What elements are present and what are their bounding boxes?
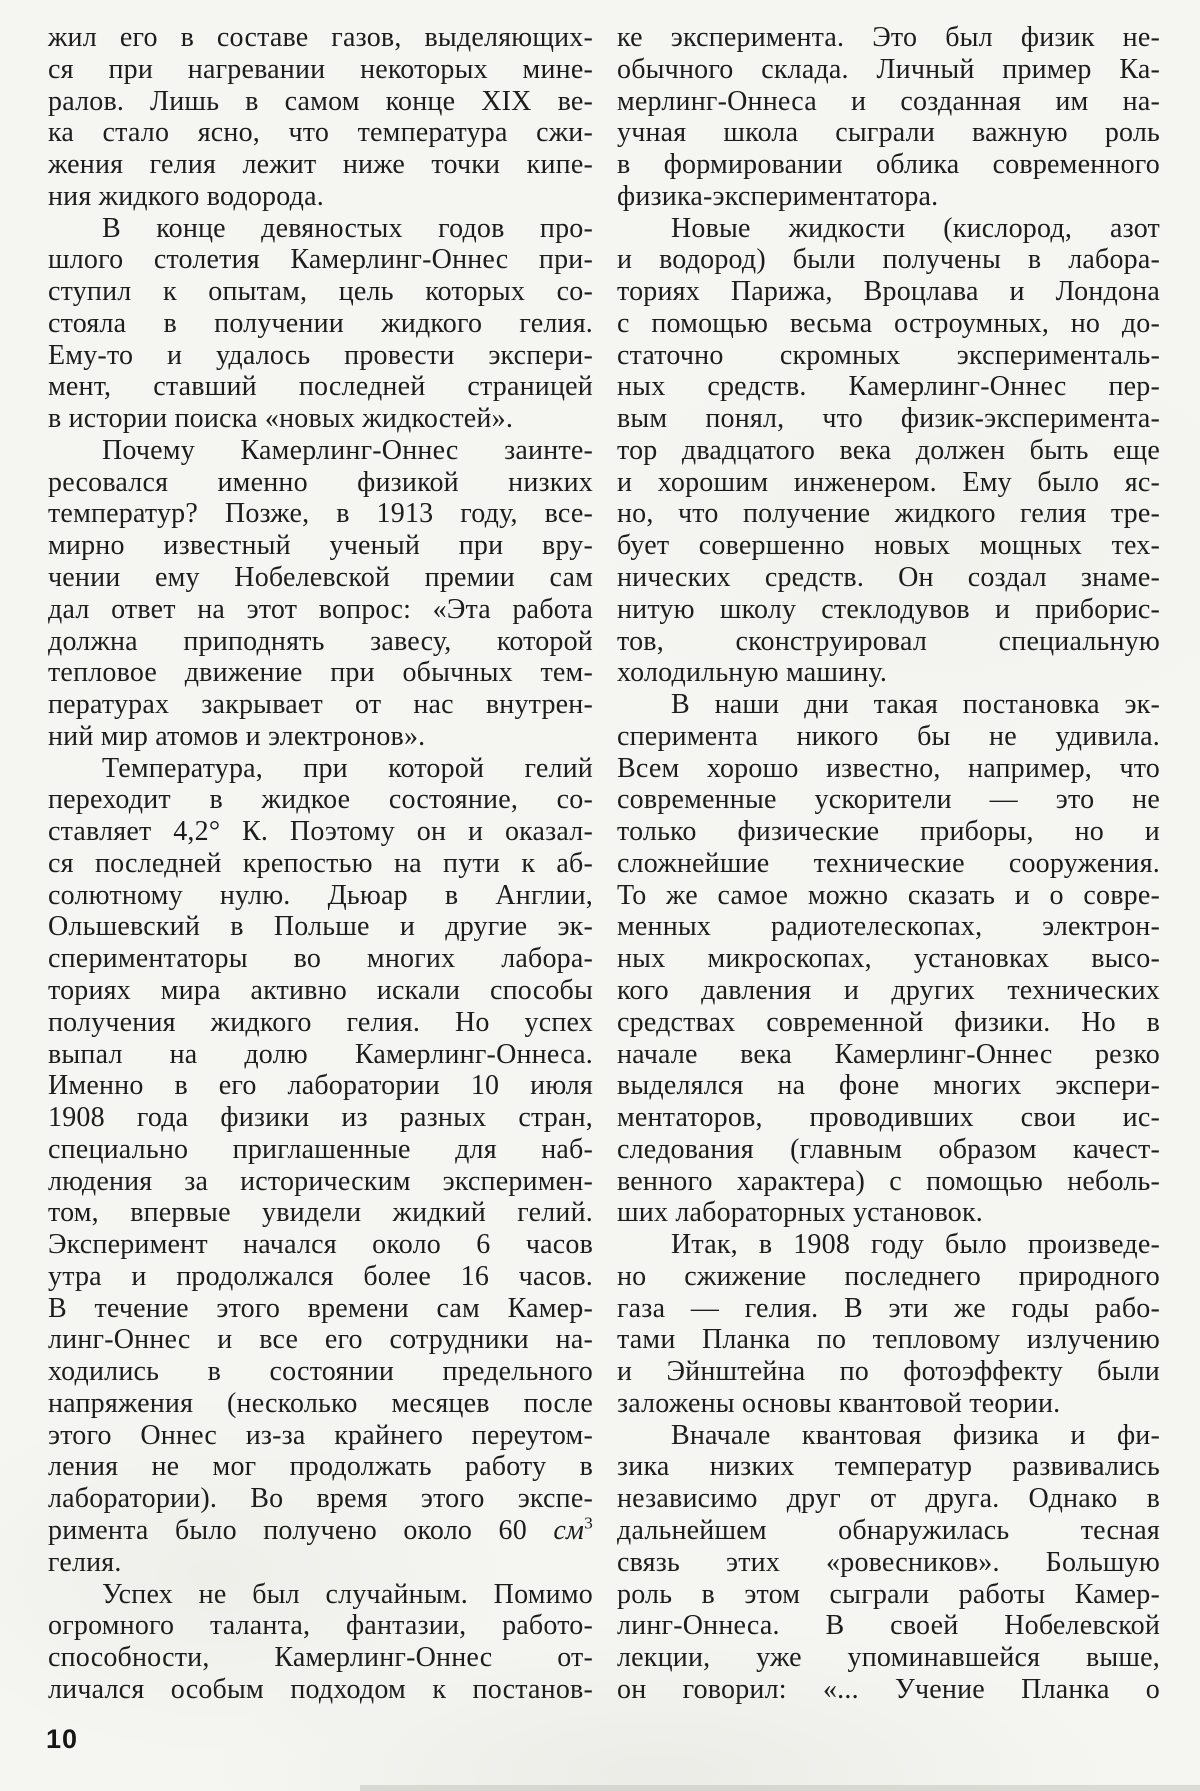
- superscript: 3: [584, 1513, 593, 1533]
- text-line: и Эйнштейна по фотоэффекту были: [617, 1356, 1160, 1388]
- text-line: кого давления и других технических: [617, 974, 1160, 1006]
- text-line: статочно скромных эксперименталь-: [617, 339, 1160, 371]
- text-line: лекции, уже упоминавшейся выше,: [617, 1642, 1160, 1674]
- text-line: Итак, в 1908 году было произведе-: [671, 1229, 1160, 1261]
- text-line: вым понял, что физик-эксперимента-: [617, 403, 1160, 435]
- text-line: Всем хорошо известно, например, что: [617, 752, 1160, 784]
- scan-edge-artifact: [360, 1785, 1200, 1791]
- text-line: дал ответ на этот вопрос: «Эта работа: [48, 593, 593, 625]
- text-line: переходит в жидкое состояние, со-: [48, 784, 593, 816]
- text-line: физика-экспериментатора.: [617, 180, 939, 212]
- text-line: В течение этого времени сам Камер-: [48, 1292, 593, 1324]
- text-line: чении ему Нобелевской премии сам: [48, 562, 593, 594]
- text-line: только физические приборы, но и: [617, 816, 1160, 848]
- text-line: линг-Оннес и все его сотрудники на-: [48, 1324, 593, 1356]
- text-line: мерлинг-Оннеса и созданная им на-: [617, 85, 1160, 117]
- text-line: ходились в состоянии предельного: [48, 1356, 593, 1388]
- text-line: ставляет 4,2° К. Поэтому он и оказал-: [48, 816, 593, 848]
- text-line: учная школа сыграли важную роль: [617, 117, 1160, 149]
- text-line: ся при нагревании некоторых мине-: [48, 53, 593, 85]
- text-line: современные ускорители — это не: [617, 784, 1160, 816]
- text-line: бует совершенно новых мощных тех-: [617, 530, 1160, 562]
- text-line: тами Планка по тепловому излучению: [617, 1324, 1160, 1356]
- text-line: тепловое движение при обычных тем-: [48, 657, 593, 689]
- text-line: дальнейшем обнаружилась тесная: [617, 1514, 1160, 1546]
- text-line: холодильную машину.: [617, 657, 888, 689]
- text-line: в истории поиска «новых жидкостей».: [48, 403, 514, 435]
- text-line: Ему-то и удалось провести экспери-: [48, 339, 593, 371]
- text-line: но, что получение жидкого гелия тре-: [617, 498, 1160, 530]
- text-line: Успех не был случайным. Помимо: [102, 1578, 593, 1610]
- text-line: этого Оннес из-за крайнего переутом-: [48, 1419, 593, 1451]
- text-line: с помощью весьма остроумных, но до-: [617, 307, 1160, 339]
- text-line: роль в этом сыграли работы Камер-: [617, 1578, 1160, 1610]
- text-line: жения гелия лежит ниже точки кипе-: [48, 149, 593, 181]
- text-line: сложнейшие технические сооружения.: [617, 847, 1160, 879]
- text-line: газа — гелия. В эти же годы рабо-: [617, 1292, 1160, 1324]
- text-line: ших лабораторных установок.: [617, 1197, 984, 1229]
- text-line: ториях Парижа, Вроцлава и Лондона: [617, 276, 1160, 308]
- text-line: мент, ставший последней страницей: [48, 371, 593, 403]
- italic-text: см: [553, 1514, 585, 1546]
- text-line: связь этих «ровесников». Большую: [617, 1546, 1160, 1578]
- text-line: он говорил: «... Учение Планка о: [617, 1673, 1160, 1705]
- text-line: выпал на долю Камерлинг-Оннеса.: [48, 1038, 593, 1070]
- text-line: температур? Позже, в 1913 году, все-: [48, 498, 593, 530]
- text-line: тов, сконструировал специальную: [617, 625, 1160, 657]
- text-line: Эксперимент начался около 6 часов: [48, 1229, 593, 1261]
- text-column-left: [48, 22, 593, 1706]
- text-columns: [48, 22, 1160, 1706]
- text-line: том, впервые увидели жидкий гелий.: [48, 1197, 593, 1229]
- page-number: 10: [46, 1724, 79, 1754]
- text-line: лаборатории). Во время этого экспе-: [48, 1483, 593, 1515]
- text-line: спериментаторы во многих лабора-: [48, 943, 593, 975]
- text-line: специально приглашенные для наб-: [48, 1133, 593, 1165]
- text-line: жил его в составе газов, выделяющих-: [48, 22, 593, 53]
- text-line: нитую школу стеклодувов и приборис-: [617, 593, 1160, 625]
- text-line: мирно известный ученый при вру-: [48, 530, 593, 562]
- text-line: ментаторов, проводивших свои ис-: [617, 1102, 1160, 1134]
- text-line: средствах современной физики. Но в: [617, 1006, 1160, 1038]
- text-line: людения за историческим эксперимен-: [48, 1165, 593, 1197]
- text-line: ления не мог продолжать работу в: [48, 1451, 593, 1483]
- text-line: сперимента никого бы не удивила.: [617, 720, 1160, 752]
- text-line: Почему Камерлинг-Оннес заинте-: [102, 434, 593, 466]
- text-line: следования (главным образом качест-: [617, 1133, 1160, 1165]
- text-line: зика низких температур развивались: [617, 1451, 1160, 1483]
- text-line: и водород) были получены в лабора-: [617, 244, 1160, 276]
- text-line: выделялся на фоне многих экспери-: [617, 1070, 1160, 1102]
- text-line: тор двадцатого века должен быть еще: [617, 434, 1160, 466]
- text-line: ступил к опытам, цель которых со-: [48, 276, 593, 308]
- text-line: Новые жидкости (кислород, азот: [671, 212, 1160, 244]
- text-line: ных микроскопах, установках высо-: [617, 943, 1160, 975]
- text-line: пературах закрывает от нас внутрен-: [48, 689, 593, 721]
- text-line: шлого столетия Камерлинг-Оннес при-: [48, 244, 593, 276]
- text-line: обычного склада. Личный пример Ка-: [617, 53, 1160, 85]
- text-line: Температура, при которой гелий: [102, 752, 593, 784]
- text-run: римента было получено около 60: [48, 1514, 554, 1546]
- text-line: и хорошим инженером. Ему было яс-: [617, 466, 1160, 498]
- text-line: личался особым подходом к постанов-: [48, 1673, 593, 1705]
- text-line: линг-Оннеса. В своей Нобелевской: [617, 1610, 1160, 1642]
- text-line: получения жидкого гелия. Но успех: [48, 1006, 593, 1038]
- text-line: ний мир атомов и электронов».: [48, 720, 426, 752]
- text-line: Вначале квантовая физика и фи-: [671, 1419, 1160, 1451]
- text-line: 1908 года физики из разных стран,: [48, 1102, 593, 1134]
- text-line: Именно в его лаборатории 10 июля: [48, 1070, 593, 1102]
- text-line: В конце девяностых годов про-: [102, 212, 593, 244]
- text-line: напряжения (несколько месяцев после: [48, 1387, 593, 1419]
- text-line: ния жидкого водорода.: [48, 180, 324, 212]
- text-column-right: [617, 22, 1160, 1706]
- text-line: В наши дни такая постановка эк-: [671, 689, 1160, 721]
- text-line: ка стало ясно, что температура сжи-: [48, 117, 593, 149]
- text-line: ке эксперимента. Это был физик не-: [617, 22, 1160, 53]
- text-line: должна приподнять завесу, которой: [48, 625, 593, 657]
- text-line: [48, 1515, 593, 1547]
- text-line: ресовался именно физикой низких: [48, 466, 593, 498]
- text-line: То же самое можно сказать и о совре-: [617, 879, 1160, 911]
- text-line: нических средств. Он создал знаме-: [617, 562, 1160, 594]
- text-line: гелия.: [48, 1546, 122, 1578]
- text-line: начале века Камерлинг-Оннес резко: [617, 1038, 1160, 1070]
- text-line: ных средств. Камерлинг-Оннес пер-: [617, 371, 1160, 403]
- text-line: стояла в получении жидкого гелия.: [48, 307, 593, 339]
- text-line: солютному нулю. Дьюар в Англии,: [48, 879, 593, 911]
- text-line: способности, Камерлинг-Оннес от-: [48, 1642, 593, 1674]
- text-line: венного характера) с помощью неболь-: [617, 1165, 1160, 1197]
- text-line: ториях мира активно искали способы: [48, 974, 593, 1006]
- text-line: заложены основы квантовой теории.: [617, 1387, 1061, 1419]
- text-line: огромного таланта, фантазии, работо-: [48, 1610, 593, 1642]
- text-line: независимо друг от друга. Однако в: [617, 1483, 1160, 1515]
- text-line: Ольшевский в Польше и другие эк-: [48, 911, 593, 943]
- text-line: но сжижение последнего природного: [617, 1260, 1160, 1292]
- text-line: менных радиотелескопах, электрон-: [617, 911, 1160, 943]
- text-line: ралов. Лишь в самом конце XIX ве-: [48, 85, 593, 117]
- text-line: ся последней крепостью на пути к аб-: [48, 847, 593, 879]
- text-line: в формировании облика современного: [617, 149, 1160, 181]
- text-line: утра и продолжался более 16 часов.: [48, 1260, 593, 1292]
